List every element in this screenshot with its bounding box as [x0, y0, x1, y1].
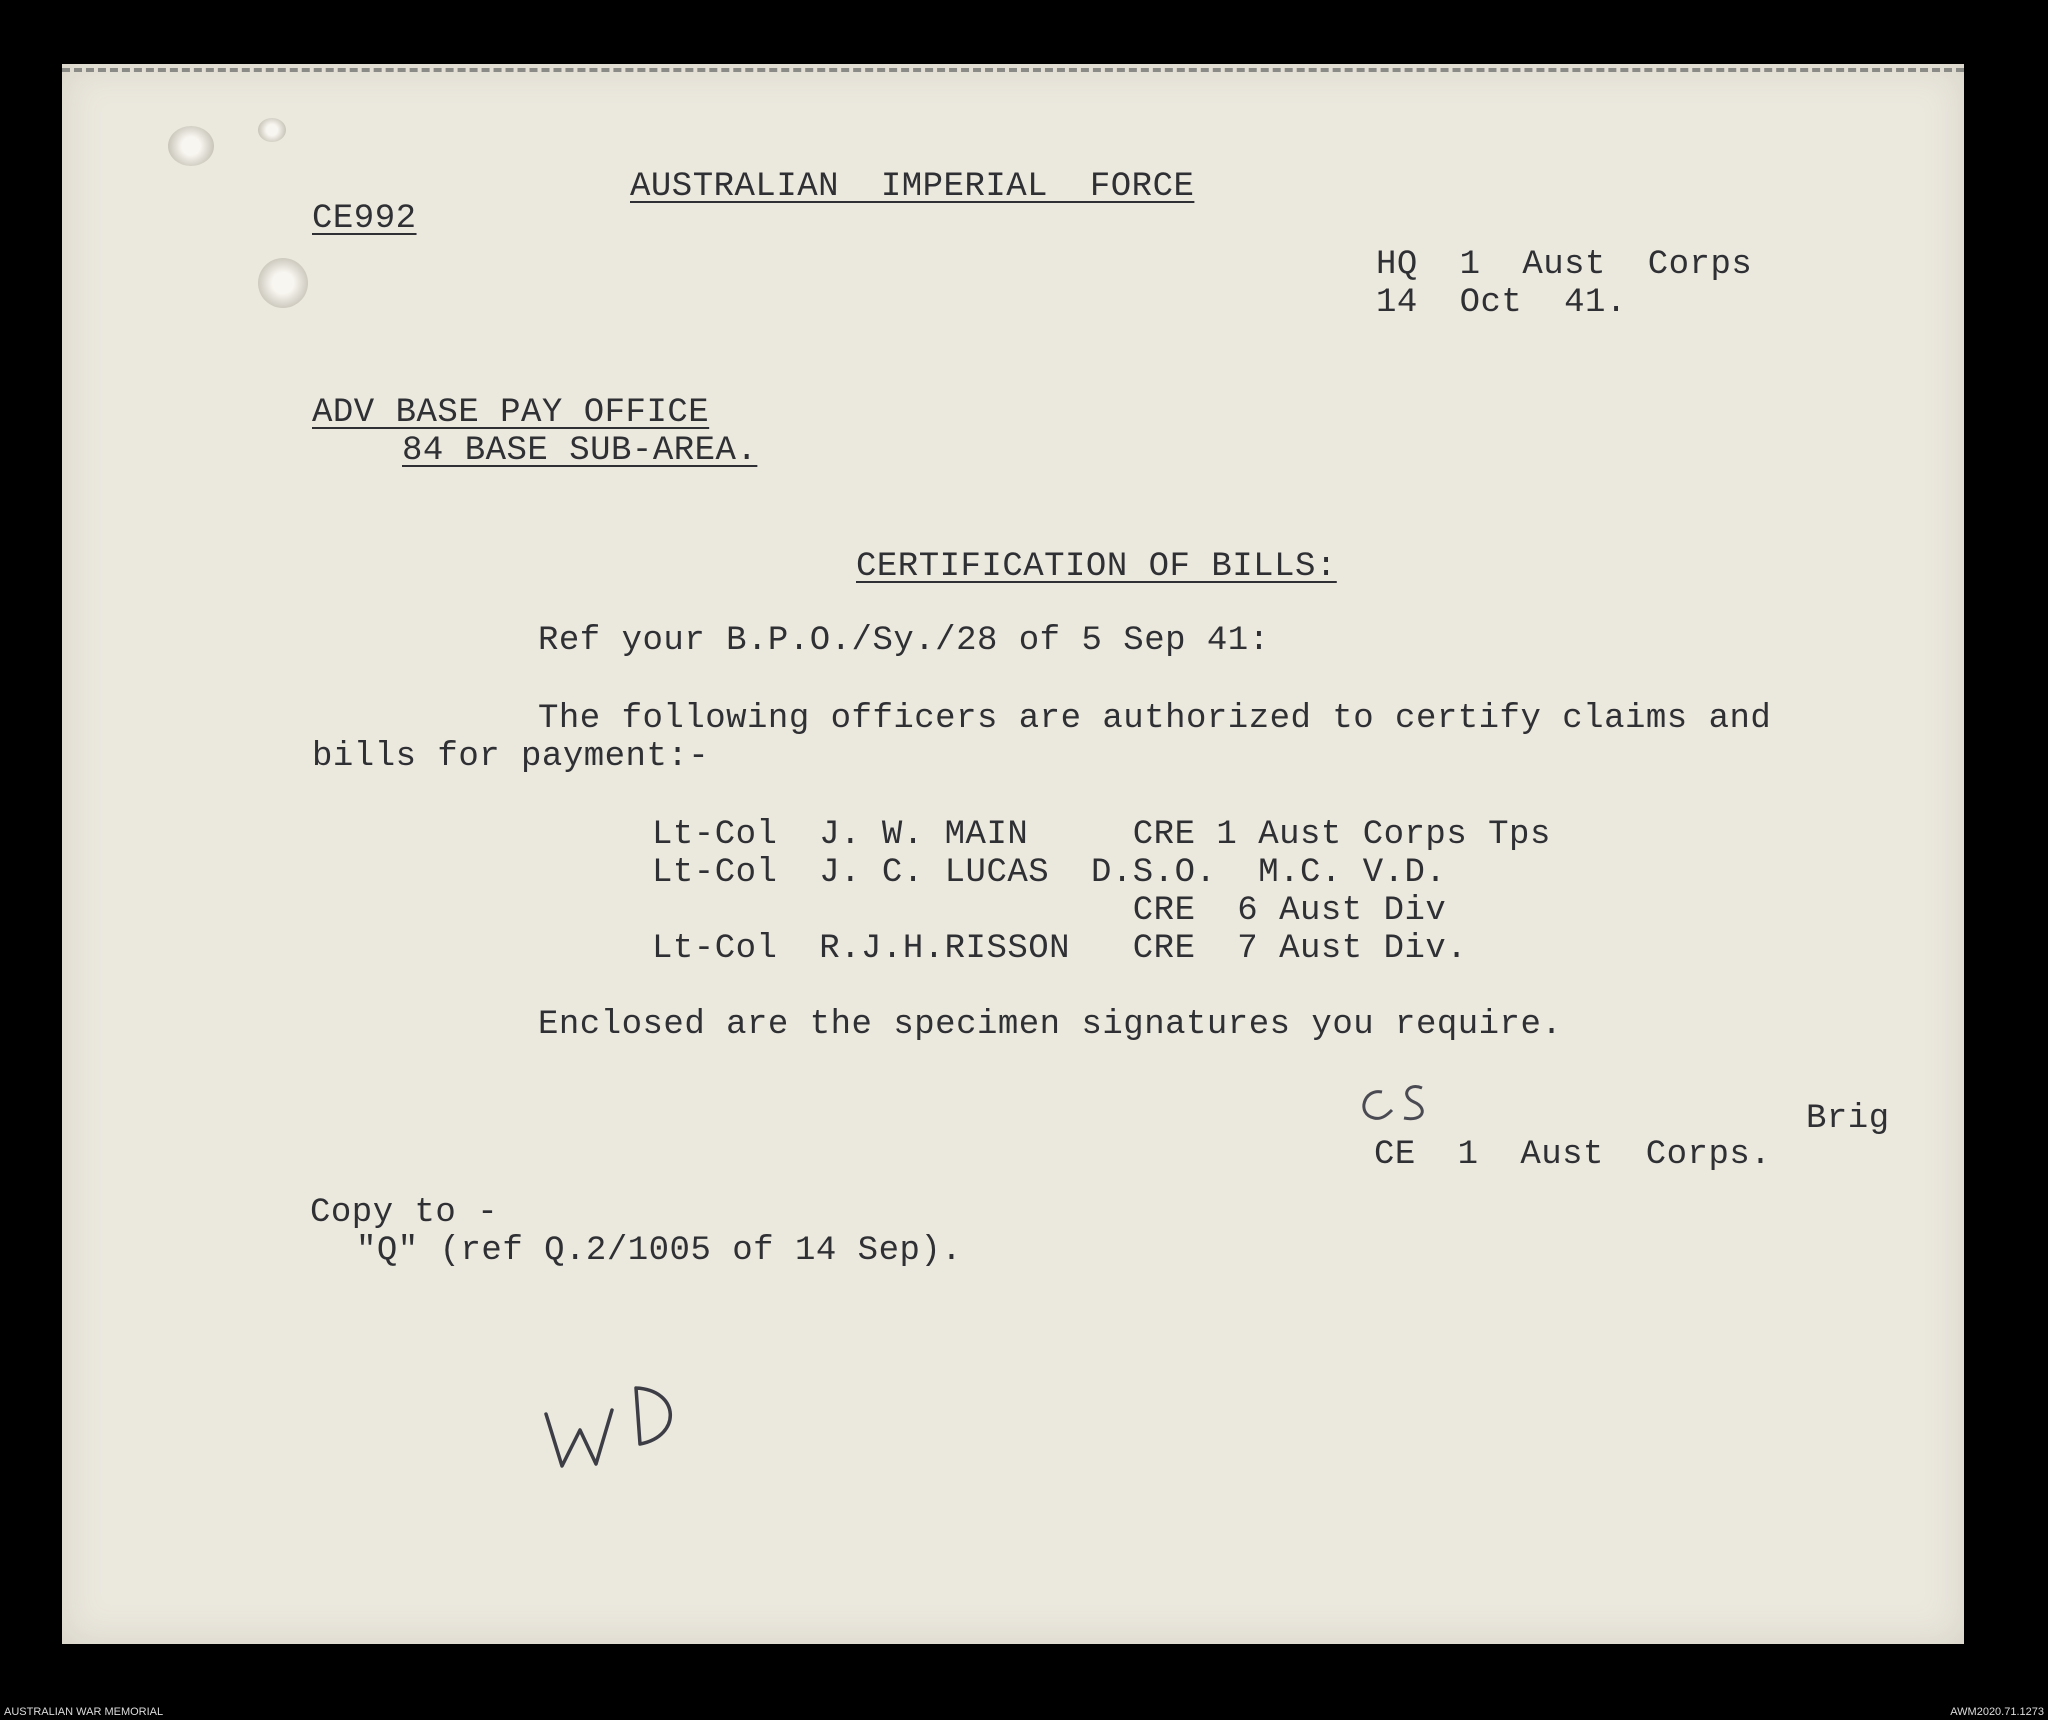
body-paragraph-line-1: The following officers are authorized to certify claims and [538, 700, 1772, 738]
addressee-line-1: ADV BASE PAY OFFICE [312, 394, 710, 432]
officer-line: Lt-Col J. C. LUCAS D.S.O. M.C. V.D. [652, 854, 1447, 892]
footer-accession-number: AWM2020.71.1273 [1950, 1706, 2044, 1718]
sender-unit: HQ 1 Aust Corps [1376, 246, 1753, 284]
addressee-line-2: 84 BASE SUB-AREA. [402, 432, 758, 470]
perforation-edge [62, 68, 1964, 72]
punch-hole [258, 118, 286, 142]
officer-line: Lt-Col R.J.H.RISSON CRE 7 Aust Div. [652, 930, 1468, 968]
letterhead-title: AUSTRALIAN IMPERIAL FORCE [630, 168, 1195, 206]
subject-heading: CERTIFICATION OF BILLS: [856, 548, 1337, 586]
officer-line: CRE 6 Aust Div [652, 892, 1447, 930]
signatory-title: CE 1 Aust Corps. [1374, 1136, 1772, 1174]
footer-credit: AUSTRALIAN WAR MEMORIAL [4, 1706, 164, 1718]
document-page [62, 64, 1964, 1644]
copy-to-label: Copy to - [310, 1194, 499, 1232]
reference-line: Ref your B.P.O./Sy./28 of 5 Sep 41: [538, 622, 1270, 660]
body-paragraph-line-2: bills for payment:- [312, 738, 710, 776]
copy-to-line: "Q" (ref Q.2/1005 of 14 Sep). [356, 1232, 963, 1270]
enclosure-note: Enclosed are the specimen signatures you require. [538, 1006, 1563, 1044]
handwritten-signature [1352, 1074, 1472, 1144]
handwritten-annotation [540, 1374, 690, 1484]
punch-hole [168, 126, 214, 166]
signatory-rank: Brig [1806, 1100, 1890, 1138]
punch-hole [258, 258, 308, 308]
letter-date: 14 Oct 41. [1376, 284, 1627, 322]
file-reference: CE992 [312, 200, 417, 238]
officer-line: Lt-Col J. W. MAIN CRE 1 Aust Corps Tps [652, 816, 1551, 854]
